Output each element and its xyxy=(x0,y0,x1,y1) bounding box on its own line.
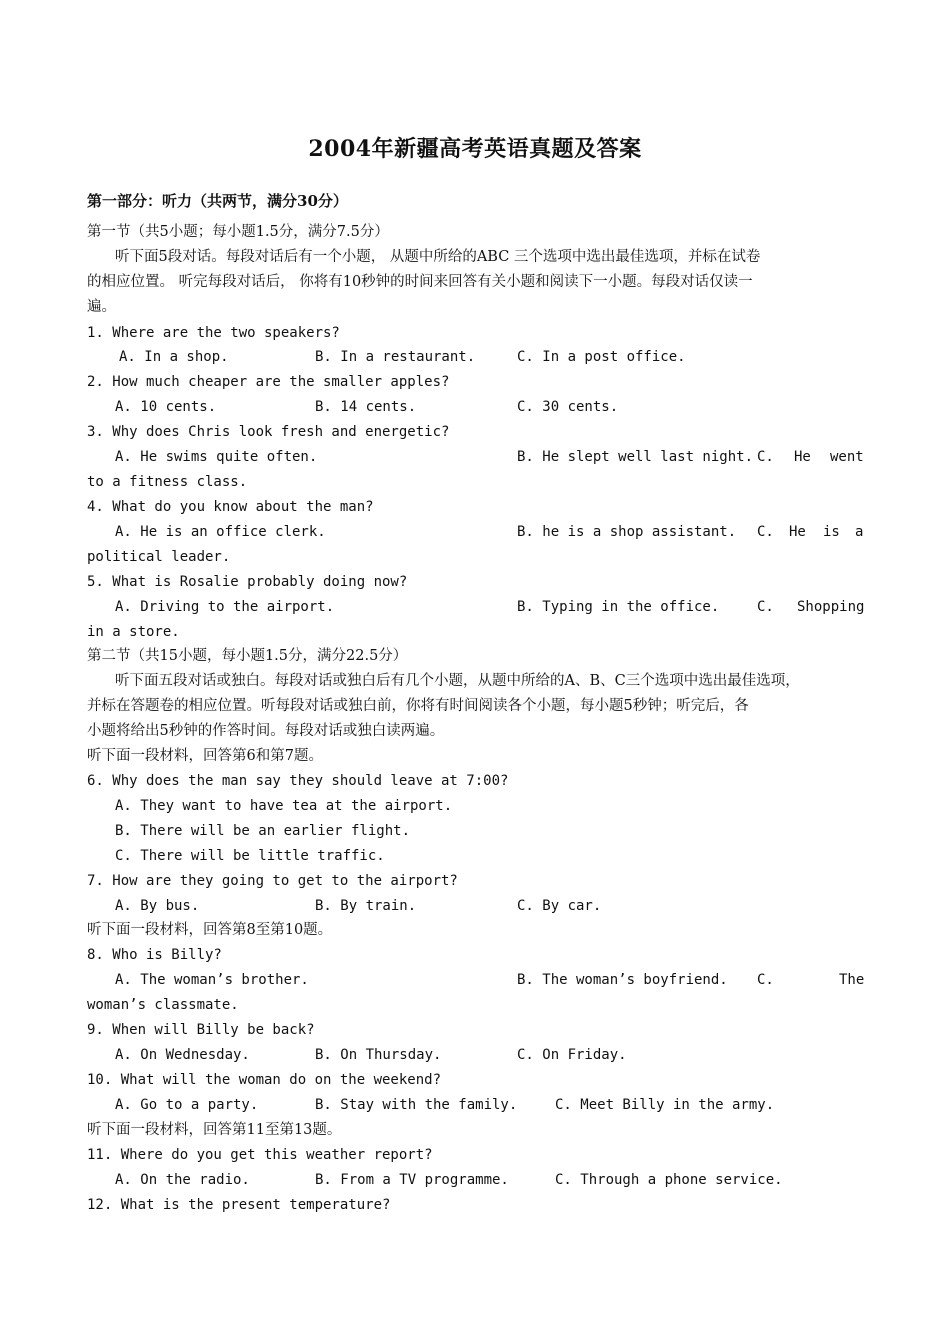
option-c-letter: C. xyxy=(757,972,774,988)
question-5-option-c-continued: in a store. xyxy=(87,624,180,640)
intro-questions-6-7: 听下面一段材料，回答第6和第7题。 xyxy=(87,748,323,764)
section2-instructions-1: 听下面五段对话或独白。每段对话或独白后有几个小题，从题中所给的A、B、C三个选项中选出最佳选项， xyxy=(115,673,800,689)
option-c-word-2: went xyxy=(830,449,864,465)
question-9-options xyxy=(0,1045,950,1065)
section1-instructions-1: 听下面5段对话。每段对话后有一个小题， 从题中所给的ABC 三个选项中选出最佳选项，并标在试卷 xyxy=(115,249,761,265)
question-8-stem: 8. Who is Billy? xyxy=(87,947,222,963)
option-c-word-1: The xyxy=(839,972,865,988)
option-c: C. In a post office. xyxy=(517,349,686,365)
question-11-options xyxy=(0,1170,950,1190)
option-c-word-3: a xyxy=(855,524,864,540)
question-6-stem: 6. Why does the man say they should leave at 7:00? xyxy=(87,773,509,789)
section2-instructions-3: 小题将给出5秒钟的作答时间。每段对话或独白读两遍。 xyxy=(87,723,445,739)
section1-instructions-2: 的相应位置。 听完每段对话后， 你将有10秒钟的时间来回答有关小题和阅读下一小题。每段对话仅读一 xyxy=(87,274,753,290)
option-b: B. Stay with the family. xyxy=(315,1097,518,1113)
question-4-option-c-continued: political leader. xyxy=(87,549,231,565)
option-a: A. By bus. xyxy=(115,898,200,914)
intro-questions-8-10: 听下面一段材料，回答第8至第10题。 xyxy=(87,922,333,938)
option-c-letter: C. xyxy=(757,599,774,615)
option-a: A. Driving to the airport. xyxy=(115,599,335,615)
option-a: A. He is an office clerk. xyxy=(115,524,326,540)
option-c: C. On Friday. xyxy=(517,1047,627,1063)
option-c: C. Through a phone service. xyxy=(555,1172,783,1188)
question-6-option-c: C. There will be little traffic. xyxy=(115,848,385,864)
section1-instructions-3: 遍。 xyxy=(87,299,116,315)
question-3-stem: 3. Why does Chris look fresh and energetic? xyxy=(87,424,450,440)
question-8-options xyxy=(0,970,950,990)
question-7-options xyxy=(0,896,950,916)
question-5-stem: 5. What is Rosalie probably doing now? xyxy=(87,574,408,590)
question-9-stem: 9. When will Billy be back? xyxy=(87,1022,315,1038)
option-c: C. Meet Billy in the army. xyxy=(555,1097,775,1113)
option-b: B. On Thursday. xyxy=(315,1047,442,1063)
option-a: A. 10 cents. xyxy=(115,399,217,415)
question-2-stem: 2. How much cheaper are the smaller apples? xyxy=(87,374,450,390)
option-a: A. On Wednesday. xyxy=(115,1047,250,1063)
question-6-option-a: A. They want to have tea at the airport. xyxy=(115,798,453,814)
section1-heading: 第一节（共5小题；每小题1.5分，满分7.5分） xyxy=(87,224,389,240)
option-c-word-1: He xyxy=(789,524,806,540)
section2-heading: 第二节（共15小题，每小题1.5分，满分22.5分） xyxy=(87,648,408,664)
option-b: B. The woman’s boyfriend. xyxy=(517,972,728,988)
question-1-stem: 1. Where are the two speakers? xyxy=(87,325,340,341)
question-6-option-b: B. There will be an earlier flight. xyxy=(115,823,411,839)
option-a: A. He swims quite often. xyxy=(115,449,318,465)
option-b: B. In a restaurant. xyxy=(315,349,476,365)
option-c-word-2: is xyxy=(823,524,840,540)
option-b: B. By train. xyxy=(315,898,417,914)
option-c-letter: C. xyxy=(757,449,774,465)
option-c-word-1: He xyxy=(794,449,811,465)
option-c: C. By car. xyxy=(517,898,602,914)
question-5-options xyxy=(0,597,950,617)
section2-instructions-2: 并标在答题卷的相应位置。听每段对话或独白前，你将有时间阅读各个小题，每小题5秒钟；听完后，各 xyxy=(87,698,749,714)
question-10-stem: 10. What will the woman do on the weekend? xyxy=(87,1072,442,1088)
option-a: A. The woman’s brother. xyxy=(115,972,309,988)
option-b: B. Typing in the office. xyxy=(517,599,720,615)
question-7-stem: 7. How are they going to get to the airport? xyxy=(87,873,458,889)
question-3-option-c-continued: to a fitness class. xyxy=(87,474,248,490)
intro-questions-11-13: 听下面一段材料，回答第11至第13题。 xyxy=(87,1122,342,1138)
option-b: B. he is a shop assistant. xyxy=(517,524,737,540)
option-b: B. He slept well last night. xyxy=(517,449,754,465)
page-title: 2004年新疆高考英语真题及答案 xyxy=(308,136,642,162)
question-1-options xyxy=(0,347,950,367)
option-a: A. Go to a party. xyxy=(115,1097,259,1113)
question-12-stem: 12. What is the present temperature? xyxy=(87,1197,391,1213)
question-4-options xyxy=(0,522,950,542)
part1-heading: 第一部分：听力（共两节，满分30分） xyxy=(87,192,348,210)
option-a: A. On the radio. xyxy=(115,1172,250,1188)
option-c: C. 30 cents. xyxy=(517,399,619,415)
question-10-options xyxy=(0,1095,950,1115)
option-c-word-1: Shopping xyxy=(797,599,865,615)
option-b: B. From a TV programme. xyxy=(315,1172,509,1188)
question-11-stem: 11. Where do you get this weather report? xyxy=(87,1147,433,1163)
question-2-options xyxy=(0,397,950,417)
question-4-stem: 4. What do you know about the man? xyxy=(87,499,374,515)
question-3-options xyxy=(0,447,950,467)
option-b: B. 14 cents. xyxy=(315,399,417,415)
question-8-option-c-continued: woman’s classmate. xyxy=(87,997,239,1013)
option-a: A. In a shop. xyxy=(119,349,229,365)
option-c-letter: C. xyxy=(757,524,774,540)
